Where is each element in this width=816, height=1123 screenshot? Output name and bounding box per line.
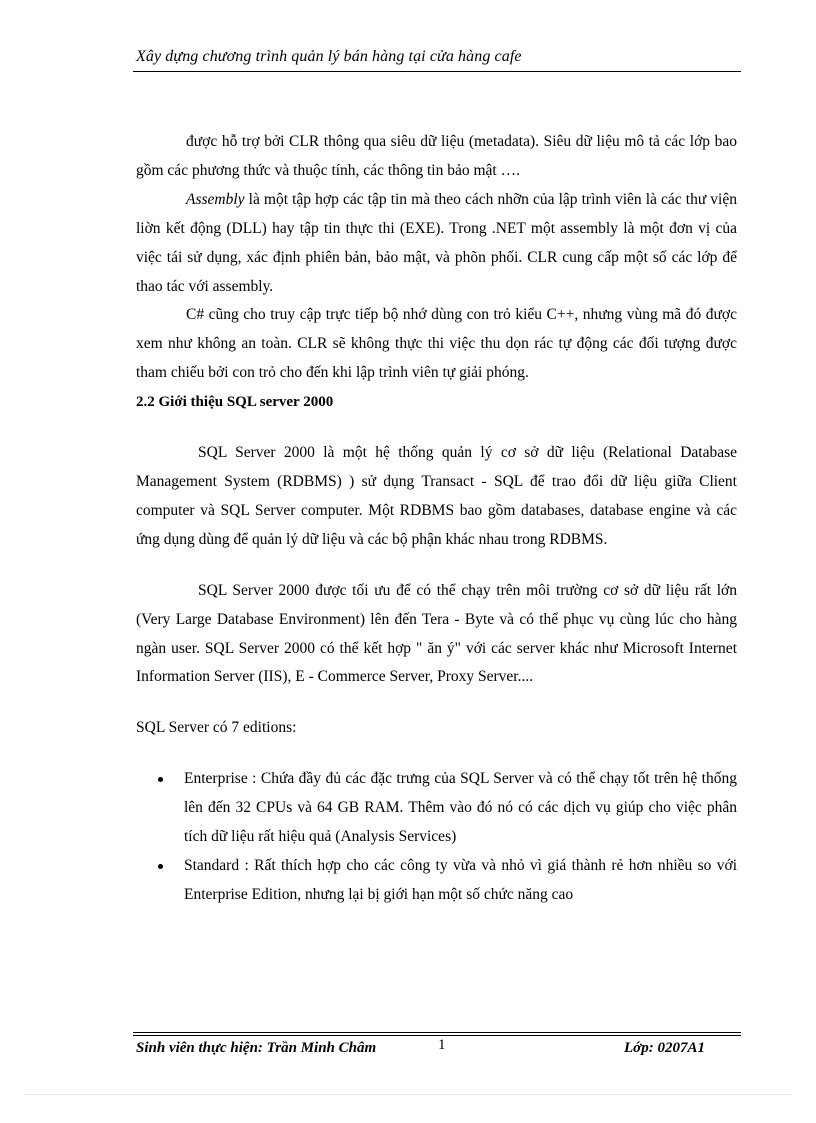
assembly-text: là một tập hợp các tập tin mà theo cách nhỡn của lập trình viên là các thư viện liờn kết động (DLL) hay tập tin thực thi (EXE). Trong .NET một assembly là một đơn vị của việc tái sử dụng, xác định phiên bản, bảo mật, và phõn phối. CLR cung cấp một số các lớp để thao tác với assembly. (136, 190, 737, 295)
paragraph-editions-intro: SQL Server có 7 editions: (136, 719, 297, 737)
page-edge-dots (24, 1094, 792, 1095)
edition-standard: Standard : Rất thích hợp cho các công ty vừa và nhỏ vì giá thành rẻ hơn nhiều so với Enterprise Edition, nhưng lại bị giới hạn một số chức năng cao (184, 856, 737, 903)
header-title: Xây dựng chương trình quản lý bán hàng tại cửa hàng cafe (136, 48, 522, 65)
paragraph-sqlserver-intro: SQL Server 2000 là một hệ thống quản lý cơ sở dữ liệu (Relational Database Management System (RDBMS) ) sử dụng Transact - SQL để trao đổi dữ liệu giữa Client computer và SQL Server computer. Một RDBMS bao gồm databases, database engine và các ứng dụng dùng để quản lý dữ liệu và các bộ phận khác nhau trong RDBMS. (136, 444, 737, 548)
list-item (136, 852, 737, 910)
paragraph-pointers: C# cũng cho truy cập trực tiếp bộ nhớ dùng con trỏ kiểu C++, nhưng vùng mã đó được xem như không an toàn. CLR sẽ không thực thi việc thu dọn rác tự động các đối tượng được tham chiếu bởi con trỏ cho đến khi lập trình viên tự giải phóng. (136, 306, 737, 382)
section-heading: 2.2 Giới thiệu SQL server 2000 (136, 394, 334, 411)
bullet-icon (158, 864, 163, 869)
document-body (136, 128, 737, 910)
assembly-term: Assembly (186, 190, 245, 208)
paragraph-assembly (136, 186, 737, 302)
footer-student: Sinh viên thực hiện: Trần Minh Châm (136, 1040, 377, 1056)
footer-divider-top (133, 1032, 741, 1033)
editions-list (136, 765, 737, 910)
edition-enterprise: Enterprise : Chứa đầy đủ các đặc trưng của SQL Server và có thể chạy tốt trên hệ thống lên đến 32 CPUs và 64 GB RAM. Thêm vào đó nó có các dịch vụ giúp cho việc phân tích dữ liệu rất hiệu quả (Analysis Services) (184, 770, 737, 846)
paragraph-sqlserver-scale: SQL Server 2000 được tối ưu để có thể chạy trên môi trường cơ sở dữ liệu rất lớn (Very Large Database Environment) lên đến Tera - Byte và có thể phục vụ cùng lúc cho hàng ngàn user. SQL Server 2000 có thể kết hợp " ăn ý" với các server khác như Microsoft Internet Information Server (IIS), E - Commerce Server, Proxy Server.... (136, 581, 737, 686)
footer-class: Lớp: 0207A1 (624, 1040, 705, 1056)
footer-divider-bottom (133, 1035, 741, 1036)
bullet-icon (158, 777, 163, 782)
list-item (136, 765, 737, 852)
page-number: 1 (438, 1037, 446, 1053)
paragraph-metadata: được hỗ trợ bởi CLR thông qua siêu dữ liệu (metadata). Siêu dữ liệu mô tả các lớp bao gồm các phương thức và thuộc tính, các thông tin bảo mật …. (136, 133, 737, 179)
header-divider (133, 71, 741, 72)
